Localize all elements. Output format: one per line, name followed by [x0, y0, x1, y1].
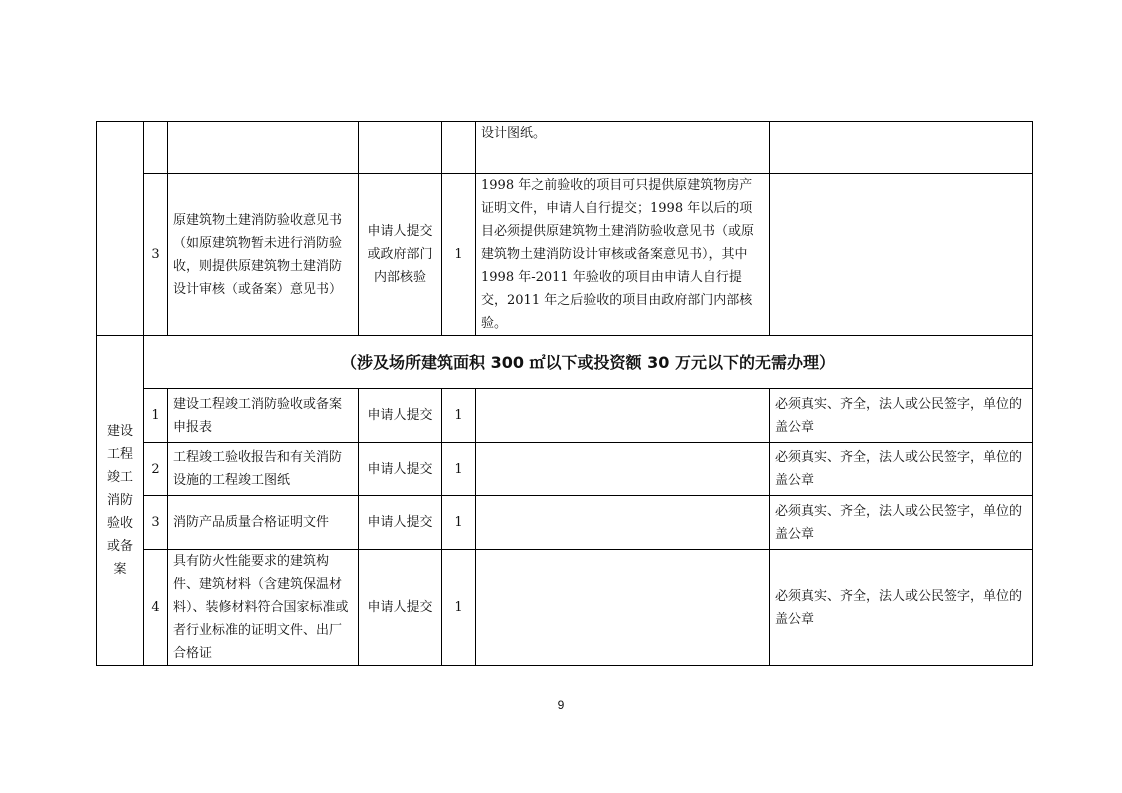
note-right-cell: [770, 174, 1033, 336]
copies-cell: 1: [442, 550, 476, 666]
requirements-table: [96, 121, 1033, 666]
table-row: [97, 174, 1033, 336]
table-row: [97, 122, 1033, 174]
source-cell: 申请人提交: [359, 443, 442, 496]
source-cell: [359, 122, 442, 174]
table-row: [97, 550, 1033, 666]
note-left-cell: 1998 年之前验收的项目可只提供原建筑物房产证明文件，申请人自行提交；1998 年以后的项目必须提供原建筑物土建消防验收意见书（或原建筑物土建消防设计审核或备案意见书），其中 1998 年-2011 年验收的项目由申请人自行提交，2011 年之后验收的项目由政府部门内部核验。: [476, 174, 770, 336]
material-cell: 具有防火性能要求的建筑构件、建筑材料（含建筑保温材料）、装修材料符合国家标准或者行业标准的证明文件、出厂合格证: [168, 550, 359, 666]
note-left-cell: 设计图纸。: [476, 122, 770, 174]
material-cell: 原建筑物土建消防验收意见书（如原建筑物暂未进行消防验收，则提供原建筑物土建消防设计审核（或备案）意见书）: [168, 174, 359, 336]
material-cell: 建设工程竣工消防验收或备案申报表: [168, 389, 359, 443]
note-left-cell: [476, 496, 770, 550]
material-cell: [168, 122, 359, 174]
section-name-cell-empty: [97, 122, 144, 336]
note-right-cell: 必须真实、齐全，法人或公民签字，单位的盖公章: [770, 389, 1033, 443]
note-right-cell: 必须真实、齐全，法人或公民签字，单位的盖公章: [770, 443, 1033, 496]
section-name: 建设工程竣工消防验收或备案: [97, 336, 144, 666]
source-cell: 申请人提交: [359, 550, 442, 666]
table-row: [97, 443, 1033, 496]
row-number: 1: [144, 389, 168, 443]
note-right-cell: 必须真实、齐全，法人或公民签字，单位的盖公章: [770, 496, 1033, 550]
row-number: 2: [144, 443, 168, 496]
row-number: [144, 122, 168, 174]
section-heading: （涉及场所建筑面积 300 ㎡以下或投资额 30 万元以下的无需办理）: [144, 336, 1033, 389]
table-row: [97, 496, 1033, 550]
note-left-cell: [476, 550, 770, 666]
note-right-cell: [770, 122, 1033, 174]
source-cell: 申请人提交: [359, 496, 442, 550]
table-row: [97, 389, 1033, 443]
copies-cell: [442, 122, 476, 174]
material-cell: 工程竣工验收报告和有关消防设施的工程竣工图纸: [168, 443, 359, 496]
note-left-cell: [476, 389, 770, 443]
page-number: 9: [557, 698, 565, 712]
material-cell: 消防产品质量合格证明文件: [168, 496, 359, 550]
row-number: 4: [144, 550, 168, 666]
note-left-cell: [476, 443, 770, 496]
source-cell: 申请人提交或政府部门内部核验: [359, 174, 442, 336]
copies-cell: 1: [442, 174, 476, 336]
copies-cell: 1: [442, 496, 476, 550]
row-number: 3: [144, 174, 168, 336]
row-number: 3: [144, 496, 168, 550]
copies-cell: 1: [442, 443, 476, 496]
note-right-cell: 必须真实、齐全，法人或公民签字，单位的盖公章: [770, 550, 1033, 666]
section-heading-row: [97, 336, 1033, 389]
source-cell: 申请人提交: [359, 389, 442, 443]
copies-cell: 1: [442, 389, 476, 443]
